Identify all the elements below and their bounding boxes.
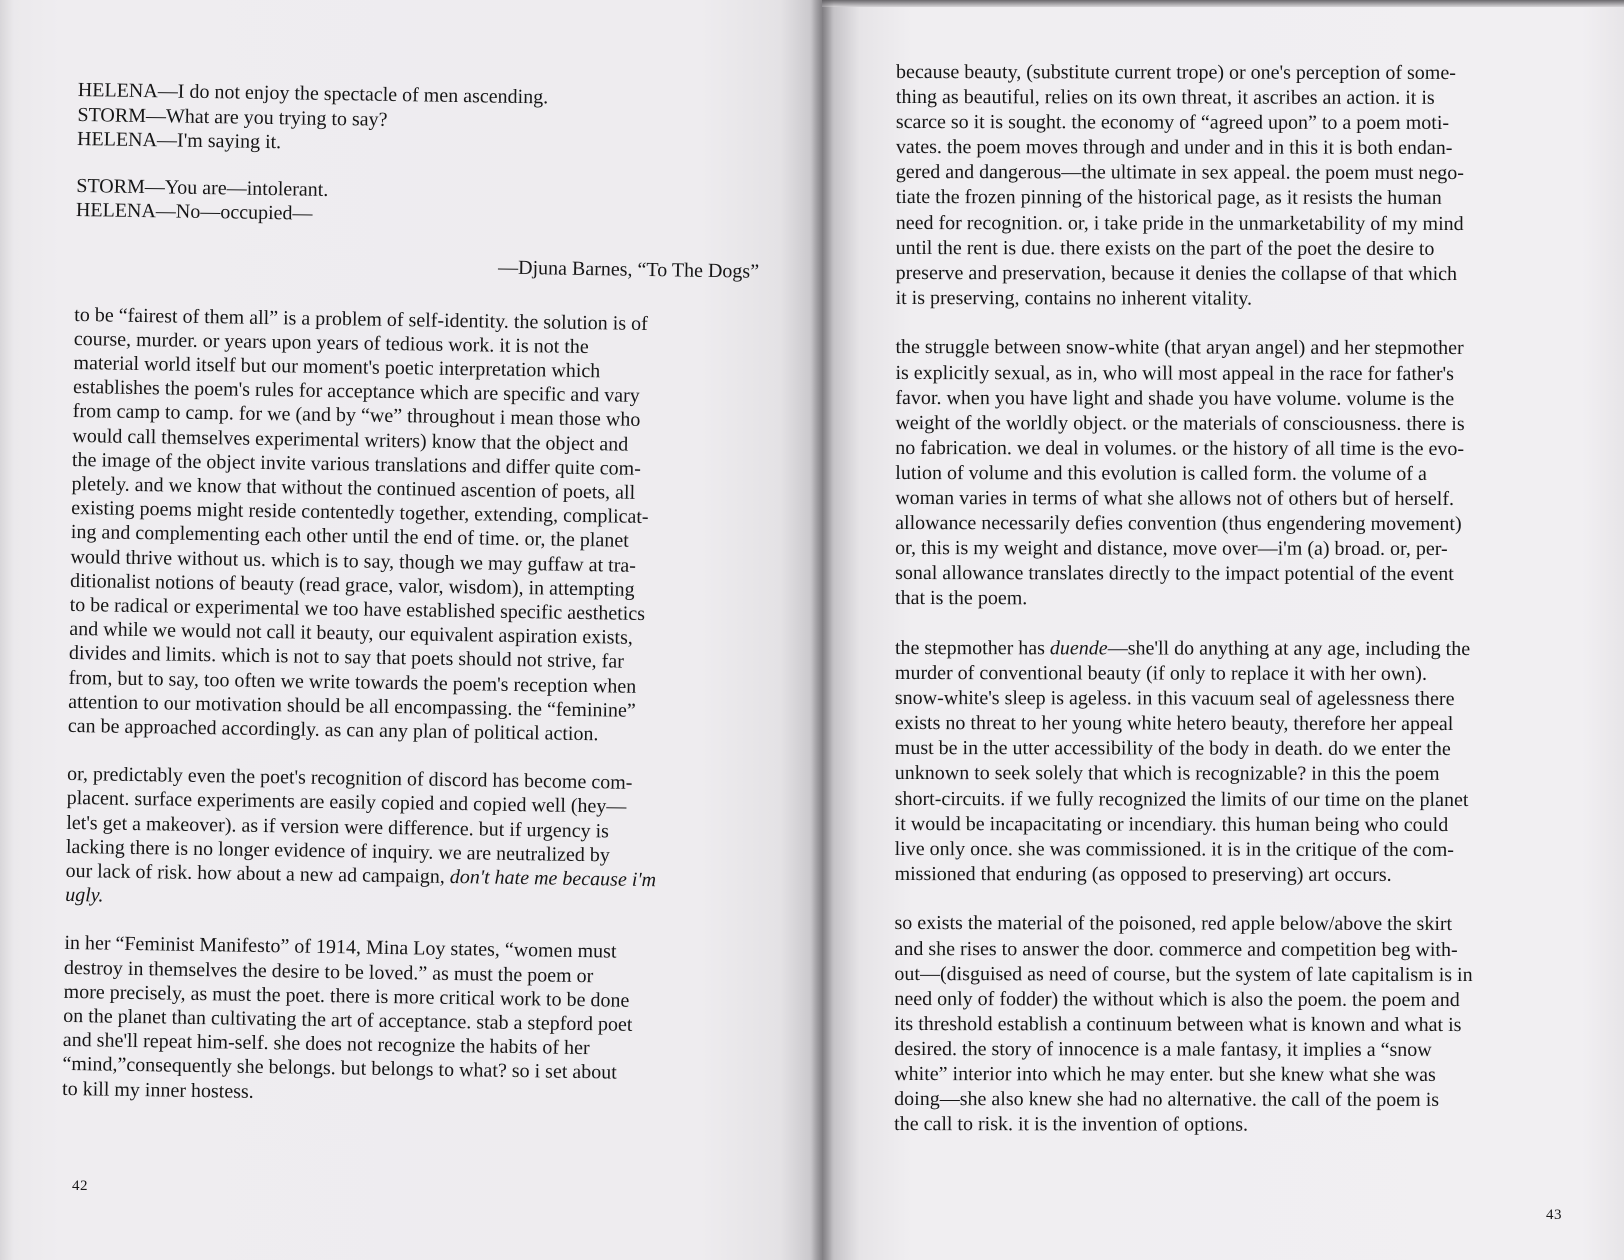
epigraph <box>76 78 768 233</box>
text-line: white” interior into which he may enter. but she knew what she was <box>894 1062 1436 1086</box>
text-line: would thrive without us. which is to say, though we may guffaw at tra- <box>70 545 637 577</box>
text-line: tiate the frozen pinning of the historical page, as it resists the human <box>895 186 1442 210</box>
epigraph-line: HELENA—No—occupied— <box>75 198 313 225</box>
right-page-content <box>894 60 1568 1138</box>
text-line: and she'll repeat him-self. she does not recognize the habits of her <box>62 1029 590 1060</box>
epigraph-line: STORM—You are—intolerant. <box>76 174 329 201</box>
text-line: need for recognition. or, i take pride in the unmarketability of my mind <box>895 211 1464 235</box>
text-line: pletely. and we know that without the continued ascention of poets, all <box>71 472 636 504</box>
text-line: and she rises to answer the door. commerce and competition beg with- <box>894 937 1458 961</box>
text-line: need only of fodder) the without which is also the poem. the poem and <box>894 987 1460 1011</box>
left-paragraph-3 <box>62 931 755 1111</box>
right-paragraph-4 <box>894 911 1566 1138</box>
page-number: 43 <box>1546 1207 1562 1223</box>
text-line: weight of the worldly object. or the materials of consciousness. there is <box>895 411 1465 435</box>
page-number: 42 <box>72 1178 88 1194</box>
right-paragraph-1 <box>896 60 1568 312</box>
text-fragment: the stepmother has <box>894 636 1050 660</box>
text-line: it is preserving, contains no inherent vitality. <box>895 286 1253 310</box>
text-line: that is the poem. <box>895 587 1028 610</box>
text-line: divides and limits. which is not to say that poets should not strive, far <box>68 642 625 673</box>
text-line: “mind,”consequently she belongs. but belongs to what? so i set about <box>62 1053 617 1084</box>
text-line: course, murder. or years upon years of tedious work. it is not the <box>73 327 589 358</box>
text-line: existing poems might reside contentedly together, extending, complicat- <box>71 497 649 529</box>
text-line: on the planet than cultivating the art of acceptance. stab a stepford poet <box>63 1004 633 1036</box>
text-line: ditionalist notions of beauty (read grace, valor, wisdom), in attempting <box>69 569 635 601</box>
text-line: can be approached accordingly. as can any plan of political action. <box>67 714 599 746</box>
text-line: thing as beautiful, relies on its own threat, it ascribes an action. it is <box>895 86 1435 110</box>
epigraph-attribution: —Djuna Barnes, “To The Dogs” <box>497 256 760 283</box>
text-line: is explicitly sexual, as in, who will most appeal in the race for father's <box>895 361 1454 385</box>
text-line: so exists the material of the poisoned, red apple below/above the skirt <box>894 912 1453 936</box>
text-line: in her “Feminist Manifesto” of 1914, Mina Loy states, “women must <box>64 932 617 963</box>
text-line: sonal allowance translates directly to the impact potential of the event <box>895 562 1454 586</box>
text-line: its threshold establish a continuum between what is known and what is <box>894 1012 1462 1036</box>
text-fragment: —she'll do anything at any age, including the <box>1107 637 1471 660</box>
text-line: woman varies in terms of what she allows not of others but of herself. <box>895 486 1455 510</box>
text-line: because beauty, (substitute current trope) or one's perception of some- <box>895 61 1456 84</box>
italic-phrase: ugly. <box>64 884 104 907</box>
text-line: ing and complementing each other until the end of time. or, the planet <box>70 521 629 553</box>
italic-word: duende <box>1049 637 1108 660</box>
text-line: attention to our motivation should be all encompassing. the “feminine” <box>68 690 636 722</box>
text-line: live only once. she was commissioned. it is in the critique of the com- <box>894 837 1454 861</box>
text-line: desired. the story of innocence is a male fantasy, it implies a “snow <box>894 1037 1432 1061</box>
text-line: exists no threat to her young white hetero beauty, therefore her appeal <box>894 712 1454 736</box>
text-line: missioned that enduring (as opposed to preserving) art occurs. <box>894 862 1392 886</box>
text-line: gered and dangerous—the ultimate in sex appeal. the poem must nego- <box>895 161 1464 185</box>
right-paragraph-3 <box>895 636 1567 888</box>
text-line: out—(disguised as need of course, but the system of late capitalism is in <box>894 962 1473 986</box>
text-line: must be in the utter accessibility of the body in death. do we enter the <box>894 737 1451 761</box>
book-gutter <box>810 0 834 1260</box>
text-line: to be “fairest of them all” is a problem of self-identity. the solution is of <box>74 303 648 335</box>
text-line: it would be incapacitating or incendiary. this human being who could <box>894 812 1449 836</box>
epigraph-line: HELENA—I do not enjoy the spectacle of men ascending. <box>77 78 549 109</box>
text-line: let's get a makeover). as if version were difference. but if urgency is <box>66 811 610 842</box>
left-page-content <box>62 78 768 1112</box>
text-line: or, this is my weight and distance, move over—i'm (a) broad. or, per- <box>895 537 1448 561</box>
text-line: the struggle between snow-white (that aryan angel) and her stepmother <box>895 336 1464 360</box>
text-line: lution of volume and this evolution is called form. the volume of a <box>895 461 1427 485</box>
text-line: no fabrication. we deal in volumes. or the history of all time is the evo- <box>895 436 1465 460</box>
right-paragraph-2 <box>895 335 1567 612</box>
left-paragraph-2 <box>65 762 757 918</box>
text-line: or, predictably even the poet's recognition of discord has become com- <box>66 763 633 794</box>
text-line: from camp to camp. for we (and by “we” throughout i mean those who <box>72 400 641 432</box>
text-line: lacking there is no longer evidence of inquiry. we are neutralized by <box>65 835 611 867</box>
text-line: establishes the poem's rules for acceptance which are specific and vary <box>72 376 640 407</box>
text-line: and while we would not call it beauty, our equivalent aspiration exists, <box>69 618 634 649</box>
italic-phrase: don't hate me because i'm <box>449 865 657 892</box>
text-line: more precisely, as must the poet. there is more critical work to be done <box>63 980 630 1012</box>
text-line: snow-white's sleep is ageless. in this vacuum seal of agelessness there <box>894 687 1455 711</box>
epigraph-line: STORM—What are you trying to say? <box>77 103 388 131</box>
text-fragment: our lack of risk. how about a new ad campaign, <box>65 859 445 888</box>
text-line: preserve and preservation, because it denies the collapse of that which <box>895 261 1458 285</box>
text-line: doing—she also knew she had no alternative. the call of the poem is <box>894 1088 1440 1112</box>
text-line: vates. the poem moves through and under and in this it is both endan- <box>895 136 1453 160</box>
text-line: short-circuits. if we fully recognized the limits of our time on the planet <box>894 787 1469 811</box>
text-line: placent. surface experiments are easily copied and copied well (hey— <box>66 787 627 819</box>
text-line: to be radical or experimental we too have established specific aesthetics <box>69 593 646 625</box>
text-line: the image of the object invite various translations and differ quite com- <box>71 448 642 480</box>
text-line: the call to risk. it is the invention of options. <box>894 1113 1249 1136</box>
text-line: scarce so it is sought. the economy of “agreed upon” to a poem moti- <box>895 111 1450 135</box>
text-line <box>895 636 1567 662</box>
text-line: from, but to say, too often we write towards the poem's reception when <box>68 666 637 698</box>
text-line: destroy in themselves the desire to be loved.” as must the poem or <box>63 956 594 987</box>
text-line: favor. when you have light and shade you have volume. volume is the <box>895 386 1455 410</box>
text-line: to kill my inner hostess. <box>61 1077 254 1103</box>
text-line: until the rent is due. there exists on the part of the poet the desire to <box>895 236 1435 260</box>
text-line: allowance necessarily defies convention (thus engendering movement) <box>895 512 1462 536</box>
text-line: murder of conventional beauty (if only to replace it with her own). <box>894 662 1428 685</box>
text-line: unknown to seek solely that which is recognizable? in this the poem <box>894 762 1440 786</box>
text-line: would call themselves experimental writers) know that the object and <box>72 424 629 456</box>
epigraph-line: HELENA—I'm saying it. <box>76 127 282 154</box>
text-line: material world itself but our moment's poetic interpretation which <box>73 351 601 383</box>
page-top-edge-shadow <box>822 0 1624 7</box>
left-paragraph-1 <box>68 302 765 748</box>
